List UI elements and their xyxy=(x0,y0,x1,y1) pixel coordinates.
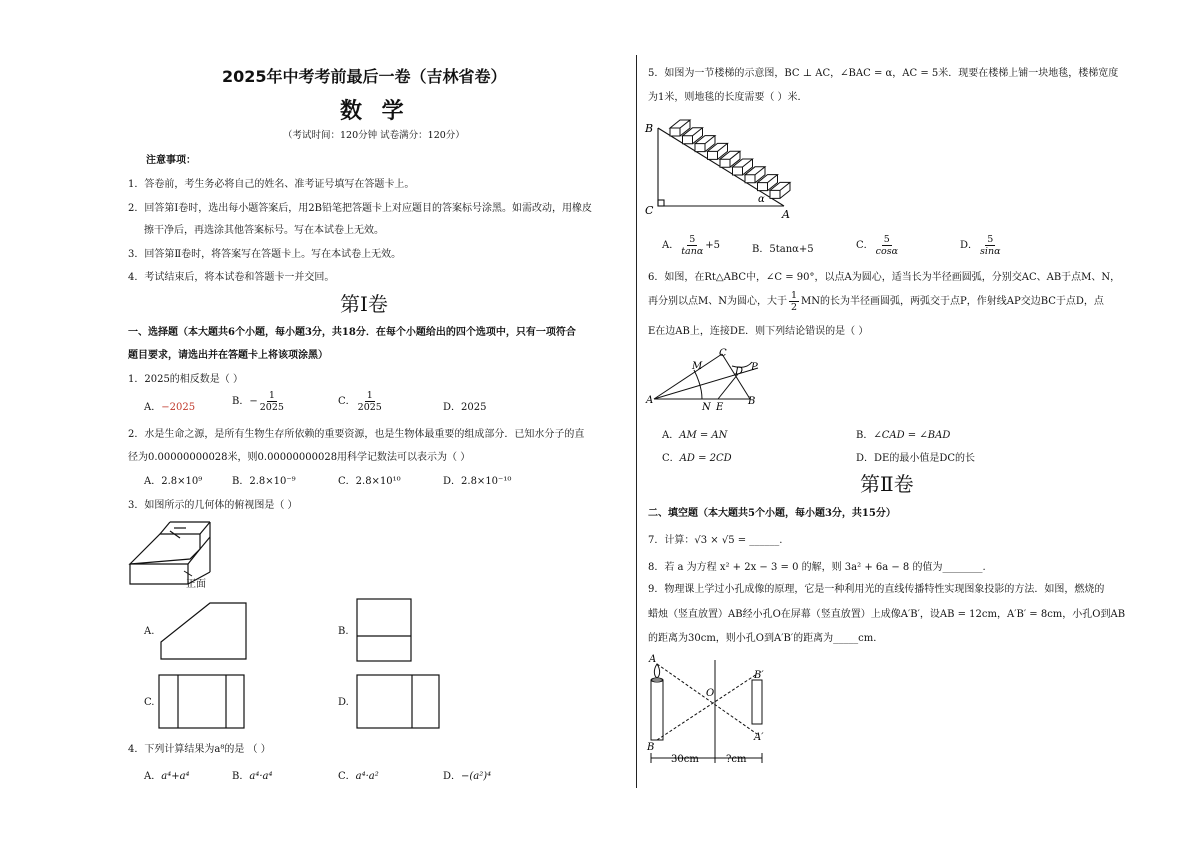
q3-option-b-figure[interactable] xyxy=(356,598,412,664)
exam-title: 2025年中考考前最后一卷（吉林省卷） xyxy=(222,67,507,86)
q3-solid-figure xyxy=(126,514,226,586)
q3-front-label: 正面 xyxy=(186,579,206,590)
q4-stem: 4．下列计算结果为a⁸的是 （ ） xyxy=(128,744,271,755)
q3-stem: 3．如图所示的几何体的俯视图是（ ） xyxy=(128,500,298,511)
q9-label-o: O xyxy=(706,688,715,699)
q2-line1: 2．水是生命之源，是所有生物生存所依赖的重要资源，也是生物体最重要的组成部分．已知水分子的直 xyxy=(128,429,585,440)
q9-label-a: A xyxy=(649,654,657,665)
notice-item-4: 4．考试结束后，将本试卷和答题卡一并交回。 xyxy=(128,272,335,283)
q2-option-c: C．2.8×10¹⁰ xyxy=(338,476,401,487)
q6-label-d: D xyxy=(735,366,744,377)
q9-label-b: B xyxy=(647,742,655,753)
q2-option-d: D．2.8×10⁻¹⁰ xyxy=(443,476,512,487)
q2-option-b: B．2.8×10⁻⁹ xyxy=(232,476,296,487)
q5-option-c: C． $\frac{5}{\cos\alpha}$ xyxy=(856,234,898,257)
part1-title: 第Ⅰ卷 xyxy=(340,292,388,316)
q6-label-a: A xyxy=(646,395,654,406)
q6-option-d: D．DE的最小值是DC的长 xyxy=(856,453,976,464)
q9-distance-2: ?cm xyxy=(726,754,747,765)
q7-text: 7．计算：√3 × √5 = ______. xyxy=(648,535,783,546)
q9-label-b-prime: B′ xyxy=(754,670,764,681)
q3-option-a-figure[interactable] xyxy=(160,602,248,660)
q5-option-b: B．5tanα+5 xyxy=(752,244,814,255)
q3-option-b-label: B. xyxy=(338,626,349,637)
q5-label-b: B xyxy=(645,122,654,135)
q5-line2: 为1米，则地毯的长度需要（ ）米． xyxy=(648,92,808,103)
q2-line2: 径为0.00000000028米，则0.00000000028用科学记数法可以表示为（ ） xyxy=(128,452,471,463)
q4-option-c: C．a⁴·a² xyxy=(338,771,379,782)
q3-option-d-figure[interactable] xyxy=(356,674,442,730)
q5-option-a: A． $\frac{5}{\tan\alpha}$ +5 xyxy=(662,234,720,257)
q6-line3: E在边AB上，连接DE．则下列结论错误的是（ ） xyxy=(648,326,869,337)
q5-option-d: D． $\frac{5}{\sin\alpha}$ xyxy=(960,234,1001,257)
q6-option-a: A．AM = AN xyxy=(662,430,728,441)
q6-triangle-figure xyxy=(646,344,776,414)
q6-label-c: C xyxy=(719,348,727,359)
q5-label-alpha: α xyxy=(758,194,765,205)
subject-title: 数 学 xyxy=(340,98,410,124)
q6-label-p: P xyxy=(751,362,758,373)
q5-staircase-figure xyxy=(644,110,804,222)
q6-line2: 再分别以点M、N为圆心，大于 $\frac{1}{2}$ MN的长为半径画圆弧，两弧交于点P，作射线AP交边BC于点D，点 xyxy=(648,290,1104,313)
notice-item-2-cont: 擦干净后，再选涂其他答案标号。写在本试卷上无效。 xyxy=(144,225,384,236)
q3-option-a-label: A. xyxy=(144,626,155,637)
q5-line1: 5．如图为一节楼梯的示意图，BC ⊥ AC，∠BAC = α，AC = 5米．现要在楼梯上铺一块地毯，楼梯宽度 xyxy=(648,68,1119,79)
q1-option-c: C． $\frac{1}{2025}$ xyxy=(338,390,382,413)
q6-label-n: N xyxy=(702,402,711,413)
q1-option-a: A．−2025 xyxy=(144,402,196,413)
section2-heading: 二、填空题（本大题共5个小题，每小题3分，共15分） xyxy=(648,508,896,519)
q9-distance-1: 30cm xyxy=(671,754,699,765)
notice-item-3: 3．回答第Ⅱ卷时，将答案写在答题卡上。写在本试卷上无效。 xyxy=(128,249,402,260)
q4-option-a: A．a⁴+a⁴ xyxy=(144,771,190,782)
q3-option-c-figure[interactable] xyxy=(158,674,246,730)
q2-option-a: A．2.8×10⁹ xyxy=(144,476,203,487)
q9-label-a-prime: A′ xyxy=(754,732,764,743)
notice-heading: 注意事项： xyxy=(146,155,196,166)
q3-option-c-label: C. xyxy=(144,697,155,708)
q9-line1: 9．物理课上学过小孔成像的原理，它是一种利用光的直线传播特性实现图象投影的方法．如图，燃烧的 xyxy=(648,584,1105,595)
q6-label-m: M xyxy=(692,361,703,372)
q1-option-d: D．2025 xyxy=(443,402,487,413)
q8-text: 8．若 a 为方程 x² + 2x − 3 = 0 的解，则 3a² + 6a − 8 的值为________. xyxy=(648,562,986,573)
q9-pinhole-figure xyxy=(644,650,784,772)
part2-title: 第Ⅱ卷 xyxy=(860,472,914,496)
q1-option-b: B．− $\frac{1}{2025}$ xyxy=(232,390,284,413)
q6-option-b: B．∠CAD = ∠BAD xyxy=(856,430,951,441)
q6-line1: 6．如图，在Rt△ABC中，∠C = 90°，以点A为圆心，适当长为半径画圆弧，分别交AC、AB于点M、N， xyxy=(648,272,1121,283)
q6-label-b: B xyxy=(748,396,756,407)
section1-line1: 一、选择题（本大题共6个小题，每小题3分，共18分．在每个小题给出的四个选项中，只有一项符合 xyxy=(128,327,576,338)
q5-label-c: C xyxy=(645,204,654,217)
exam-info: （考试时间：120分钟 试卷满分：120分） xyxy=(283,130,465,141)
q9-line3: 的距离为30cm，则小孔O到A′B′的距离为_____cm． xyxy=(648,633,884,644)
column-divider xyxy=(636,55,637,788)
q6-option-c: C．AD = 2CD xyxy=(662,453,732,464)
q6-label-e: E xyxy=(716,402,724,413)
q4-option-d: D．−(a²)⁴ xyxy=(443,771,492,782)
q5-label-a: A xyxy=(782,208,790,221)
notice-item-2: 2．回答第Ⅰ卷时，选出每小题答案后，用2B铅笔把答题卡上对应题目的答案标号涂黑。如需改动，用橡皮 xyxy=(128,203,593,214)
q9-line2: 蜡烛（竖直放置）AB经小孔O在屏幕（竖直放置）上成像A′B′，设AB = 12cm，A′B′ = 8cm，小孔O到AB xyxy=(648,609,1126,620)
notice-item-1: 1．答卷前，考生务必将自己的姓名、准考证号填写在答题卡上。 xyxy=(128,179,415,190)
q1-stem: 1．2025的相反数是（ ） xyxy=(128,374,243,385)
q3-option-d-label: D. xyxy=(338,697,349,708)
section1-line2: 题目要求，请选出并在答题卡上将该项涂黑） xyxy=(128,350,328,361)
q4-option-b: B．a⁴·a⁴ xyxy=(232,771,273,782)
